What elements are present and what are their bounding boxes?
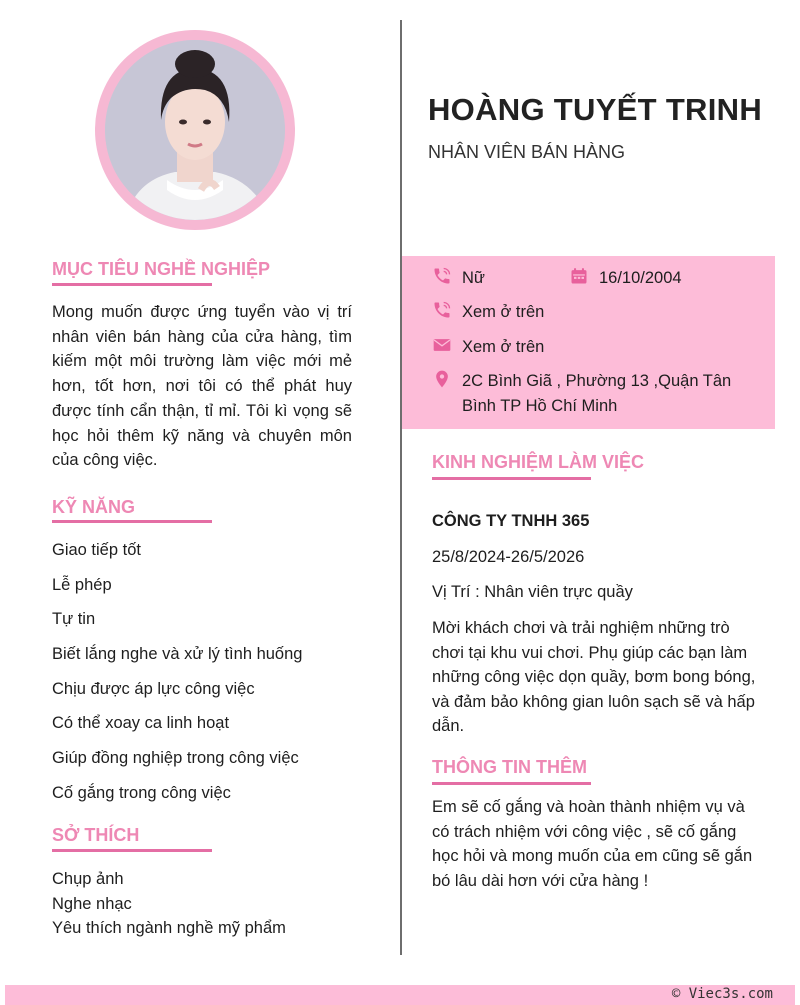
full-name: HOÀNG TUYẾT TRINH xyxy=(428,92,763,127)
work-description: Mời khách chơi và trải nghiệm những trò chơi tại khu vui chơi. Phụ giúp các bạn làm những công việc dọn quầy, bơm bong bóng, và đảm bảo không gian luôn sạch sẽ và hấp dẫn. xyxy=(432,619,756,736)
avatar-frame xyxy=(95,30,295,230)
job-title: NHÂN VIÊN BÁN HÀNG xyxy=(428,142,626,162)
company-name: CÔNG TY TNHH 365 xyxy=(432,512,590,530)
skills-list xyxy=(52,538,372,816)
work-period: 25/8/2024-26/5/2026 xyxy=(432,548,585,566)
phone-icon xyxy=(432,266,452,286)
hobbies-underline xyxy=(52,849,212,852)
footer-watermark: © Viec3s.com xyxy=(671,986,773,1002)
skills-title: KỸ NĂNG xyxy=(52,497,136,517)
hobbies-list xyxy=(52,867,372,941)
extra-info-text: Em sẽ cố gắng và hoàn thành nhiệm vụ và có trách nhiệm với công việc , sẽ cố gắng học hỏi và mong muốn của em cũng sẽ gắn bó lâu dài hơn với cửa hàng ! xyxy=(432,798,753,890)
skill-item: Chịu được áp lực công việc xyxy=(52,679,255,698)
footer-bar xyxy=(5,985,795,1005)
address-line-1: 2C Bình Giã , Phường 13 ,Quận Tân xyxy=(462,372,732,390)
hobby-item: Nghe nhạc xyxy=(52,894,132,913)
objective-text: Mong muốn được ứng tuyển vào vị trí nhân viên bán hàng của cửa hàng, tìm kiếm một môi trường làm việc mới mẻ hơn, tốt hơn, nơi tôi có thể phát huy được tính cẩn thận, tỉ mỉ. Tôi kì vọng sẽ học hỏi thêm kỹ năng và chuyên môn của công việc. xyxy=(52,303,352,470)
hobby-item: Chụp ảnh xyxy=(52,870,124,888)
phone-icon xyxy=(432,300,452,320)
column-divider xyxy=(400,20,402,955)
skill-item: Lễ phép xyxy=(52,575,112,594)
skill-item: Giao tiếp tốt xyxy=(52,541,141,559)
email-icon xyxy=(432,335,452,355)
skill-item: Có thể xoay ca linh hoạt xyxy=(52,714,230,733)
hobby-item: Yêu thích ngành nghề mỹ phẩm xyxy=(52,919,286,937)
avatar xyxy=(105,40,285,220)
extra-info-title: THÔNG TIN THÊM xyxy=(432,757,587,777)
birthday-value: 16/10/2004 xyxy=(599,269,682,287)
skill-item: Tự tin xyxy=(52,610,96,629)
address-line-2: Bình TP Hồ Chí Minh xyxy=(462,397,618,415)
objective-title: MỤC TIÊU NGHỀ NGHIỆP xyxy=(52,259,271,279)
objective-underline xyxy=(52,283,212,286)
extra-info-underline xyxy=(432,782,591,785)
skill-item: Cố gắng trong công việc xyxy=(52,783,231,802)
calendar-icon xyxy=(569,266,589,286)
contact-box xyxy=(402,256,775,429)
skill-item: Giúp đồng nghiệp trong công việc xyxy=(52,749,299,768)
experience-title: KINH NGHIỆM LÀM VIỆC xyxy=(432,452,645,472)
experience-underline xyxy=(432,477,591,480)
skill-item: Biết lắng nghe và xử lý tình huống xyxy=(52,645,303,664)
location-pin-icon xyxy=(432,369,452,389)
email-value: Xem ở trên xyxy=(462,338,545,356)
skills-underline xyxy=(52,520,212,523)
hobbies-title: SỞ THÍCH xyxy=(52,825,140,845)
gender-value: Nữ xyxy=(462,269,485,287)
work-position: Vị Trí : Nhân viên trực quầy xyxy=(432,583,633,601)
phone-value: Xem ở trên xyxy=(462,303,545,321)
